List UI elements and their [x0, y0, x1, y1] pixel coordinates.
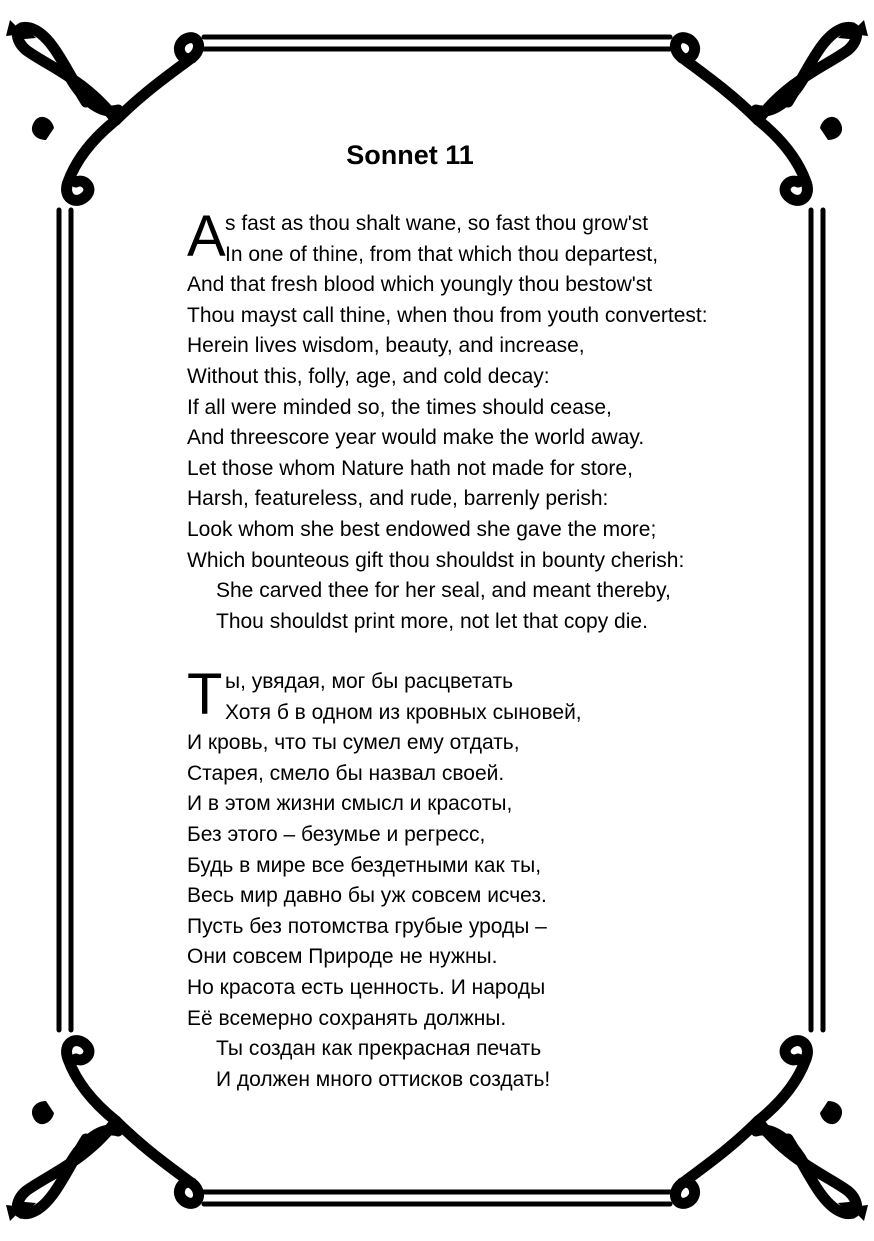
poem-line: Which bounteous gift thou shouldst in bounty cherish:	[187, 548, 685, 572]
couplet-line: Ты создан как прекрасная печать	[216, 1037, 542, 1061]
couplet-line: Thou shouldst print more, not let that copy die.	[216, 609, 648, 633]
corner-ornament-bottom-left	[6, 1041, 199, 1221]
line-text: s fast as thou shalt wane, so fast thou grow'st	[225, 212, 649, 235]
poem-line: In one of thine, from that which thou departest,	[225, 242, 659, 266]
corner-ornament-top-left	[6, 20, 199, 200]
poem-line: Without this, folly, age, and cold decay:	[187, 364, 550, 388]
dropcap: A	[187, 204, 226, 269]
poem-line: Harsh, featureless, and rude, barrenly perish:	[187, 487, 609, 511]
dropcap: Т	[187, 662, 223, 727]
line-text: ы, увядая, мог бы расцветать	[225, 670, 514, 693]
poem-line: Её всемерно сохранять должны.	[187, 1006, 507, 1030]
english-sonnet	[187, 204, 787, 637]
poem-line: Они совсем Природе не нужны.	[187, 945, 498, 969]
poem-line: Будь в мире все бездетными как ты,	[187, 853, 542, 877]
poem-line: Let those whom Nature hath not made for store,	[187, 456, 633, 480]
poem-line: And that fresh blood which youngly thou bestow'st	[187, 273, 653, 297]
poem-title: Sonnet 11	[346, 140, 474, 170]
russian-translation	[187, 662, 787, 1095]
corner-ornament-top-right	[675, 20, 868, 200]
poem-line: If all were minded so, the times should cease,	[187, 395, 612, 419]
poem-line: Хотя б в одном из кровных сыновей,	[225, 700, 582, 724]
poem-line: Herein lives wisdom, beauty, and increase,	[187, 334, 585, 358]
poem-line: Весь мир давно бы уж совсем исчез.	[187, 884, 547, 908]
poem-line: Но красота есть ценность. И народы	[187, 975, 546, 999]
poem-line: Look whom she best endowed she gave the more;	[187, 517, 657, 541]
poem-line: Пусть без потомства грубые уроды –	[187, 914, 547, 938]
couplet-line: She carved thee for her seal, and meant thereby,	[216, 579, 671, 603]
poem-line: Thou mayst call thine, when thou from youth convertest:	[187, 303, 708, 327]
poem-line: And threescore year would make the world away.	[187, 426, 645, 450]
poem-line: И в этом жизни смысл и красоты,	[187, 792, 513, 816]
poem-line: И кровь, что ты сумел ему отдать,	[187, 731, 520, 755]
poem-line: Без этого – безумье и регресс,	[187, 822, 486, 846]
couplet-line: И должен много оттисков создать!	[216, 1067, 551, 1091]
poem-line: Старея, смело бы назвал своей.	[187, 761, 505, 785]
